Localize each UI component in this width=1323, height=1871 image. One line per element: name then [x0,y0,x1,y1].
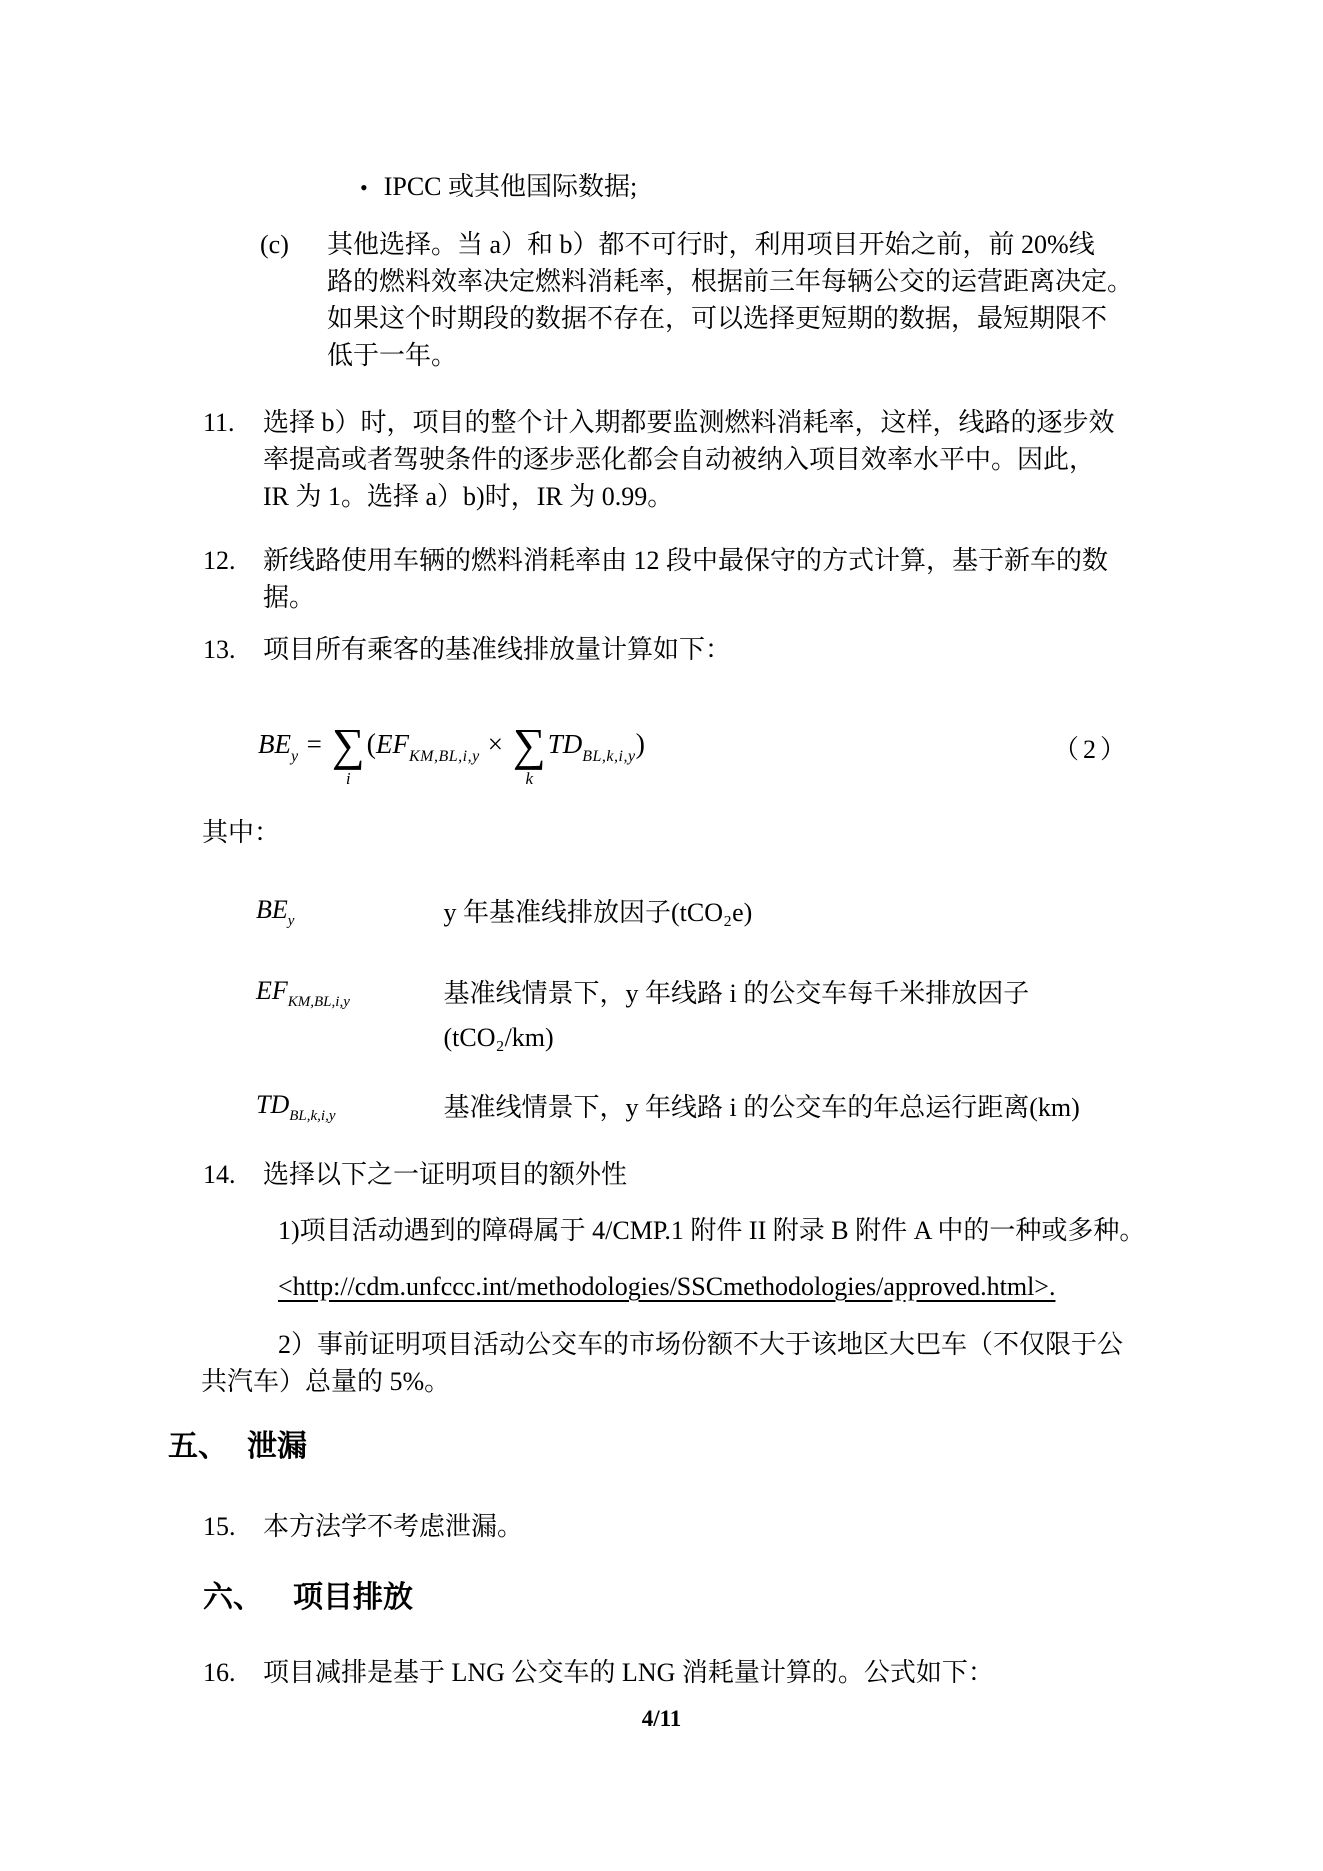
text-line: 基准线情景下，y 年线路 i 的公交车的年总运行距离(km) [443,1093,1080,1122]
definition-row-td [256,1086,1166,1130]
open-paren: ( [366,728,376,760]
item-text [263,1508,1168,1545]
equals-sign: = [306,729,322,759]
methodology-url-link[interactable]: <http://cdm.unfccc.int/methodologies/SSCmethodologies/approved.html>. [278,1272,1056,1301]
text-line: 选择以下之一证明项目的额外性 [263,1160,628,1189]
text-line: 低于一年。 [327,341,458,370]
formula-td-term: $TD_{BL,k,i,y}$ [547,729,636,765]
item-number: 11. [203,408,235,437]
equation-number: （2） [1053,735,1131,764]
list-item-c [260,226,1165,374]
text-line: y 年基准线排放因子(tCO₂e) [443,898,753,927]
item-number: 12. [203,546,236,575]
list-item-14 [203,1156,1168,1193]
additionality-option-2-line1: 2）事前证明项目活动公交车的市场份额不大于该地区大巴车（不仅限于公 [278,1330,1124,1359]
page-number: 4/11 [641,1706,682,1731]
item-text [263,1654,1168,1691]
formula-ef-term: $EF_{KM,BL,i,y}$ [375,729,480,765]
definition-row-ef [256,972,1166,1060]
text-line: 项目所有乘客的基准线排放量计算如下： [263,635,732,664]
definition-term: $EF_{KM,BL,i,y}$ [256,976,350,1010]
item-text [263,404,1168,515]
sigma-icon: ∑ [331,719,365,770]
text-line: 率提高或者驾驶条件的逐步恶化都会自动被纳入项目效率水平中。因此， [263,445,1096,474]
definition-row-bey [256,891,1166,935]
additionality-option-2-line2: 共汽车）总量的 5%。 [201,1367,451,1396]
additionality-option-1: 1)项目活动遇到的障碍属于 4/CMP.1 附件 II 附录 B 附件 A 中的一种或多种。 [278,1216,1146,1245]
formula-lhs: $BE_y$ [258,729,299,765]
text-line: 本方法学不考虑泄漏。 [263,1512,524,1541]
text-line: 其他选择。当 a）和 b）都不可行时，利用项目开始之前，前 20%线 [327,230,1095,259]
item-number: 14. [203,1160,236,1189]
list-item-15 [203,1508,1168,1545]
item-text [327,226,1165,374]
list-item-11 [203,404,1168,515]
item-number: 15. [203,1512,236,1541]
section-number: 五、 [168,1430,228,1463]
section-title: 项目排放 [293,1581,413,1614]
summation-k: ∑ k [512,719,546,788]
item-text [263,631,1168,668]
section-title: 泄漏 [247,1430,307,1463]
list-item-16 [203,1654,1168,1691]
item-number: 13. [203,635,236,664]
bullet-icon: • [360,175,368,200]
text-line: (tCO₂/km) [443,1023,554,1052]
text-line: 路的燃料效率决定燃料消耗率，根据前三年每辆公交的运营距离决定。 [327,267,1134,296]
where-label: 其中： [202,818,281,847]
section-heading-leakage [168,1430,307,1464]
summation-i: ∑ i [331,719,365,788]
text-line: 如果这个时期段的数据不存在，可以选择更短期的数据，最短期限不 [327,304,1108,333]
definition-term: $TD_{BL,k,i,y}$ [256,1090,336,1124]
list-item-13 [203,631,1168,668]
text-line: IR 为 1。选择 a）b)时，IR 为 0.99。 [263,482,674,511]
definition-text [444,972,1030,1060]
text-line: 选择 b）时，项目的整个计入期都要监测燃料消耗率，这样，线路的逐步效 [263,408,1115,437]
list-item-12 [203,542,1168,616]
text-line: 项目减排是基于 LNG 公交车的 LNG 消耗量计算的。公式如下： [263,1658,994,1687]
text-line: 新线路使用车辆的燃料消耗率由 12 段中最保守的方式计算，基于新车的数 [263,546,1109,575]
bullet-item-ipcc [360,168,637,205]
text-line: 基准线情景下，y 年线路 i 的公交车每千米排放因子 [443,979,1030,1008]
definition-text [444,891,753,935]
item-text [263,1156,1168,1193]
close-paren: ) [635,728,645,760]
bullet-item-text: IPCC 或其他国际数据; [383,172,638,201]
section-heading-project-emissions [203,1581,413,1615]
definition-term: $BE_y$ [256,895,295,929]
definition-text [444,1086,1080,1130]
sigma-icon: ∑ [512,719,546,770]
equation-2 [258,712,645,788]
text-line: 据。 [263,583,316,612]
multiply-sign: × [487,729,503,759]
section-number: 六、 [203,1581,263,1614]
item-number: 16. [203,1658,236,1687]
item-label: (c) [260,230,289,259]
item-text [263,542,1168,616]
